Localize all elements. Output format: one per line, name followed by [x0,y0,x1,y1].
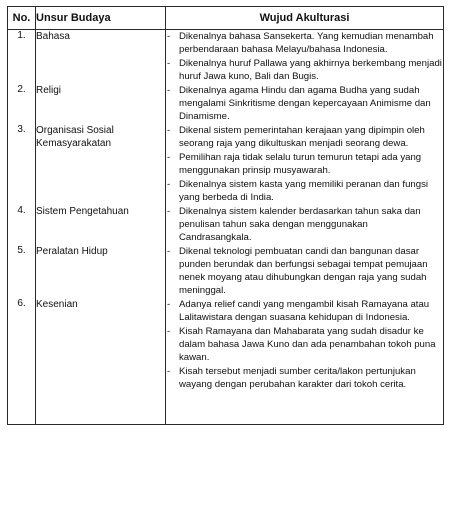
list-item-text: Dikenal teknologi pembuatan candi dan bangunan dasar punden berundak dan berfungsi sebagai tempat pemujaan nenek moyang atau dihubungkan dengan raja yang sudah meninggal. [179,246,428,296]
header-row [8,7,444,30]
bullet-dash: - [167,85,171,96]
unsur-budaya-cell: Peralatan Hidup [36,245,166,298]
wujud-akulturasi-cell [166,205,444,245]
list-item [166,178,443,204]
bullet-dash: - [167,58,171,69]
list-item-text: Dikenalnya sistem kalender berdasarkan tahun saka dan penulisan tahun saka dengan menggunakan Candrasangkala. [179,206,421,243]
list-item-text: Pemilihan raja tidak selalu turun temurun tetapi ada yang menggunakan prinsip musyawarah. [179,152,422,176]
unsur-budaya-cell: Kesenian [36,298,166,392]
list-item [166,245,443,297]
list-item [166,124,443,150]
row-number: 3. [8,124,36,205]
bullet-dash: - [167,125,171,136]
table-row [8,245,444,298]
bullet-dash: - [167,366,171,377]
list-item-text: Kisah tersebut menjadi sumber cerita/lakon pertunjukan wayang dengan perubahan karakter dari tokoh cerita. [179,366,416,390]
bullet-dash: - [167,206,171,217]
unsur-budaya-cell: Sistem Pengetahuan [36,205,166,245]
row-number: 4. [8,205,36,245]
unsur-budaya-cell: Organisasi Sosial Kemasyarakatan [36,124,166,205]
wujud-akulturasi-cell [166,298,444,392]
header-wujud-akulturasi: Wujud Akulturasi [166,7,444,30]
list-item-text: Dikenalnya sistem kasta yang memiliki peranan dan fungsi yang berbeda di India. [179,179,429,203]
list-item-text: Dikenalnya huruf Pallawa yang akhirnya berkembang menjadi huruf Jawa kuno, Bali dan Bugis. [179,58,442,82]
row-number: 6. [8,298,36,392]
list-item [166,365,443,391]
list-item [166,298,443,324]
table-body [8,30,444,425]
row-number: 2. [8,84,36,124]
table-row [8,298,444,392]
wujud-akulturasi-cell [166,30,444,85]
list-item [166,325,443,364]
empty-cell [8,392,36,425]
list-item [166,84,443,123]
list-item-text: Adanya relief candi yang mengambil kisah Ramayana atau Lalitawistara dengan suasana kehidupan di Indonesia. [179,299,430,323]
bullet-dash: - [167,179,171,190]
wujud-akulturasi-cell [166,124,444,205]
bullet-dash: - [167,31,171,42]
list-item [166,151,443,177]
unsur-budaya-cell: Religi [36,84,166,124]
wujud-akulturasi-cell [166,245,444,298]
bullet-dash: - [167,299,171,310]
table-row [8,205,444,245]
unsur-budaya-cell: Bahasa [36,30,166,85]
list-item-text: Dikenalnya bahasa Sansekerta. Yang kemudian menambah perbendaraan bahasa Melayu/bahasa Indonesia. [179,31,434,55]
list-item-text: Kisah Ramayana dan Mahabarata yang sudah disadur ke dalam bahasa Jawa Kuno dan ada penambahan tokoh puna kawan. [179,326,436,363]
empty-row [8,392,444,425]
list-item-text: Dikenal sistem pemerintahan kerajaan yang dipimpin oleh seorang raja yang dikultuskan menjadi seorang dewa. [179,125,425,149]
header-unsur-budaya: Unsur Budaya [36,7,166,30]
table-row [8,84,444,124]
list-item-text: Dikenalnya agama Hindu dan agama Budha yang sudah mengalami Sinkritisme dengan kepercayaan Animisme dan Dinamisme. [179,85,431,122]
bullet-dash: - [167,326,171,337]
empty-cell [36,392,166,425]
empty-cell [166,392,444,425]
row-number: 1. [8,30,36,85]
table-row [8,124,444,205]
list-item [166,30,443,56]
bullet-dash: - [167,246,171,257]
row-number: 5. [8,245,36,298]
header-no: No. [8,7,36,30]
bullet-dash: - [167,152,171,163]
table-row [8,30,444,85]
list-item [166,57,443,83]
acculturation-table [7,6,444,425]
list-item [166,205,443,244]
wujud-akulturasi-cell [166,84,444,124]
